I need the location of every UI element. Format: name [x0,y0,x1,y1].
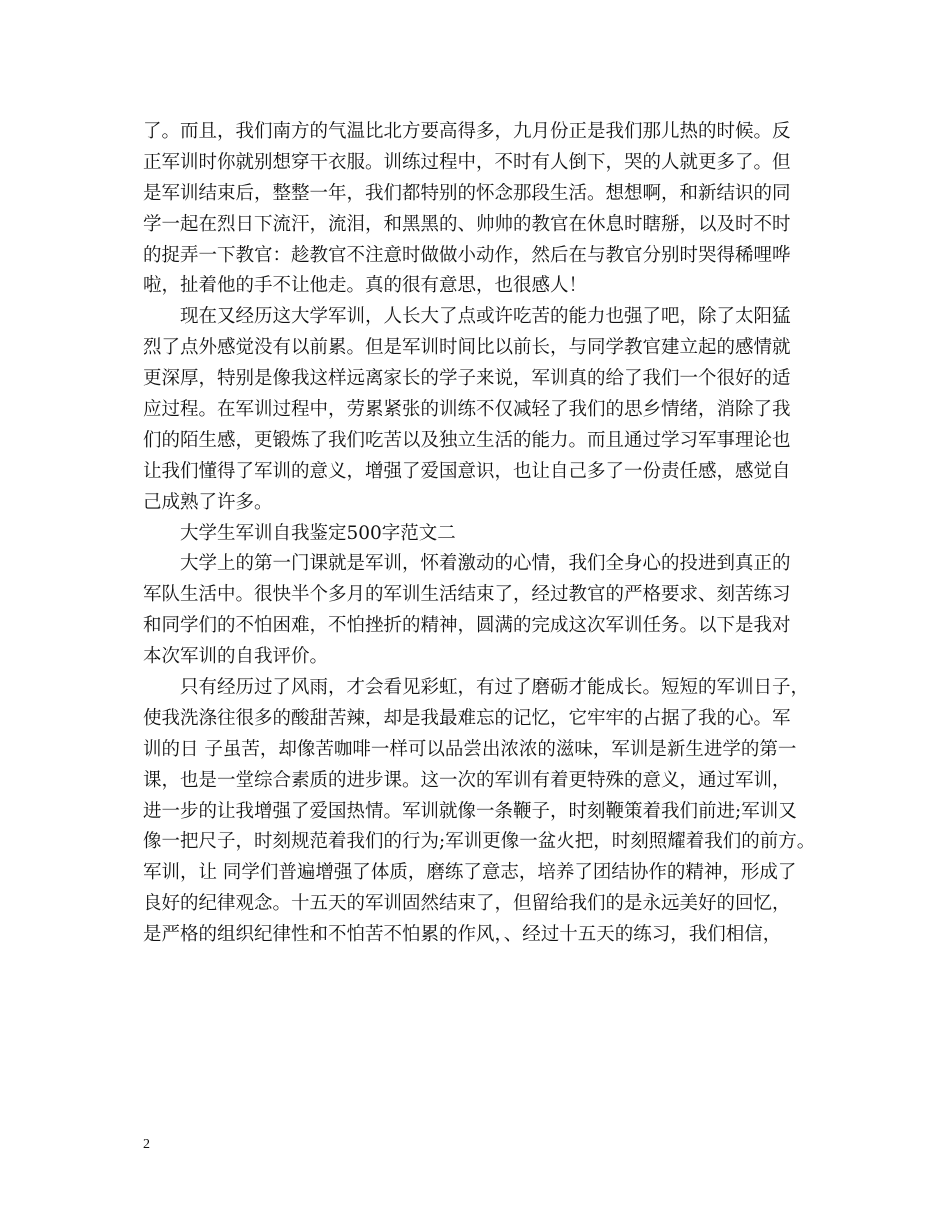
text-line: 本次军训的自我评价。 [143,646,329,668]
paragraph-start-line: 只有经历过了风雨，才会看见彩虹，有过了磨砺才能成长。短短的军训日子， [180,677,810,699]
text-line: 使我洗涤往很多的酸甜苦辣，却是我最难忘的记忆，它牢牢的占据了我的心。军 [143,707,791,729]
text-line: 让我们懂得了军训的意义，增强了爱国意识，也让自己多了一份责任感，感觉自 [143,460,791,482]
text-line: 正军训时你就别想穿干衣服。训练过程中，不时有人倒下，哭的人就更多了。但 [143,151,791,173]
text-line: 进一步的让我增强了爱国热情。军训就像一条鞭子，时刻鞭策着我们前进;军训又 [143,800,797,822]
text-line: 和同学们的不怕困难，不怕挫折的精神，圆满的完成这次军训任务。以下是我对 [143,615,791,637]
paragraph-start-line: 大学上的第一门课就是军训，怀着激动的心情，我们全身心的投进到真正的 [180,553,791,575]
paragraph-start-line: 现在又经历这大学军训，人长大了点或许吃苦的能力也强了吧，除了太阳猛 [180,306,791,328]
text-line: 学一起在烈日下流汗，流泪，和黑黑的、帅帅的教官在休息时瞎掰，以及时不时 [143,213,791,235]
body-text [143,117,823,951]
section-heading: 大学生军训自我鉴定500字范文二 [180,522,456,544]
text-line: 是军训结束后，整整一年，我们都特别的怀念那段生活。想想啊，和新结识的同 [143,182,791,204]
text-line: 啦，扯着他的手不让他走。真的很有意思，也很感人！ [143,275,588,297]
text-line: 像一把尺子，时刻规范着我们的行为;军训更像一盆火把，时刻照耀着我们的前方。 [143,831,816,853]
text-line: 的捉弄一下教官：趁教官不注意时做做小动作，然后在与教官分别时哭得稀哩哗 [143,244,791,266]
text-line: 军训，让 同学们普遍增强了体质，磨练了意志，培养了团结协作的精神，形成了 [143,862,797,884]
text-line: 课，也是一堂综合素质的进步课。这一次的军训有着更特殊的意义，通过军训， [143,769,791,791]
text-line: 更深厚，特别是像我这样远离家长的学子来说，军训真的给了我们一个很好的适 [143,368,791,390]
text-line: 军队生活中。很快半个多月的军训生活结束了，经过教官的严格要求、刻苦练习 [143,584,791,606]
text-line: 良好的纪律观念。十五天的军训固然结束了，但留给我们的是永远美好的回忆， [143,893,791,915]
text-line: 应过程。在军训过程中，劳累紧张的训练不仅减轻了我们的思乡情绪，消除了我 [143,399,791,421]
page-number: 2 [143,1137,150,1152]
text-line: 是严格的组织纪律性和不怕苦不怕累的作风，、经过十五天的练习，我们相信， [143,924,782,946]
text-line: 训的日 子虽苦，却像苦咖啡一样可以品尝出浓浓的滋味，军训是新生进学的第一 [143,738,797,760]
text-line: 了。而且，我们南方的气温比北方要高得多，九月份正是我们那儿热的时候。反 [143,121,791,142]
text-line: 己成熟了许多。 [143,491,273,513]
text-line: 们的陌生感，更锻炼了我们吃苦以及独立生活的能力。而且通过学习军事理论也 [143,429,791,451]
text-line: 烈了点外感觉没有以前累。但是军训时间比以前长，与同学教官建立起的感情就 [143,337,791,359]
